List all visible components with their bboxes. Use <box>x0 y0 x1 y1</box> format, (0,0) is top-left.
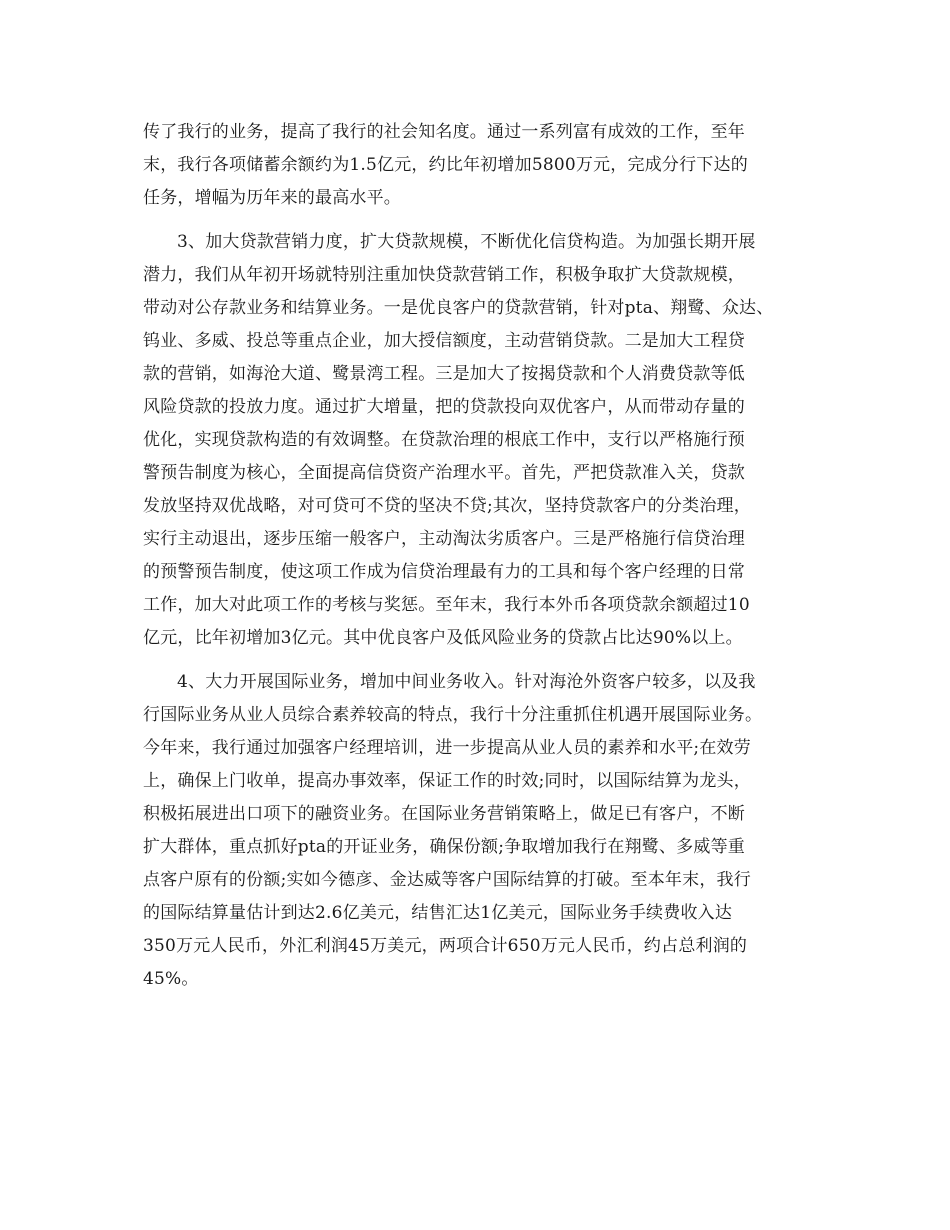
text-line: 点客户原有的份额;实如今德彦、金达威等客户国际结算的打破。至本年末，我行 <box>143 870 751 890</box>
text-line: 实行主动退出，逐步压缩一般客户，主动淘汰劣质客户。三是严格施行信贷治理 <box>143 529 745 549</box>
text-line: 风险贷款的投放力度。通过扩大增量，把的贷款投向双优客户，从而带动存量的 <box>143 397 745 417</box>
text-line: 亿元，比年初增加3亿元。其中优良客户及低风险业务的贷款占比达90%以上。 <box>143 628 743 648</box>
text-line: 款的营销，如海沧大道、鹭景湾工程。三是加大了按揭贷款和个人消费贷款等低 <box>143 364 745 384</box>
text-line: 末，我行各项储蓄余额约为1.5亿元，约比年初增加5800万元，完成分行下达的 <box>143 155 748 175</box>
paragraph-start-3: 3、加大贷款营销力度，扩大贷款规模，不断优化信贷构造。为加强长期开展 <box>177 232 756 252</box>
text-line: 潜力，我们从年初开场就特别注重加快贷款营销工作，积极争取扩大贷款规模， <box>143 265 745 285</box>
text-line: 350万元人民币，外汇利润45万美元，两项合计650万元人民币，约占总利润的 <box>143 936 748 956</box>
text-line: 钨业、多威、投总等重点企业，加大授信额度，主动营销贷款。二是加大工程贷 <box>143 331 745 351</box>
text-line: 积极拓展进出口项下的融资业务。在国际业务营销策略上，做足已有客户，不断 <box>143 804 745 824</box>
text-line: 警预告制度为核心，全面提高信贷资产治理水平。首先，严把贷款准入关，贷款 <box>143 463 745 483</box>
text-line: 的预警预告制度，使这项工作成为信贷治理最有力的工具和每个客户经理的日常 <box>143 562 745 582</box>
text-line: 优化，实现贷款构造的有效调整。在贷款治理的根底工作中，支行以严格施行预 <box>143 430 745 450</box>
text-line: 任务，增幅为历年来的最高水平。 <box>143 188 401 208</box>
text-line: 行国际业务从业人员综合素养较高的特点，我行十分注重抓住机遇开展国际业务。 <box>143 705 763 725</box>
text-line: 传了我行的业务，提高了我行的社会知名度。通过一系列富有成效的工作，至年 <box>143 122 745 142</box>
text-line: 45%。 <box>143 969 199 989</box>
text-line: 发放坚持双优战略，对可贷可不贷的坚决不贷;其次，坚持贷款客户的分类治理， <box>143 496 751 516</box>
text-line: 今年来，我行通过加强客户经理培训，进一步提高从业人员的素养和水平;在效劳 <box>143 738 751 758</box>
text-line: 工作，加大对此项工作的考核与奖惩。至年末，我行本外币各项贷款余额超过10 <box>143 595 750 615</box>
text-line: 上，确保上门收单，提高办事效率，保证工作的时效;同时，以国际结算为龙头， <box>143 771 751 791</box>
text-line: 扩大群体，重点抓好pta的开证业务，确保份额;争取增加我行在翔鹭、多威等重 <box>143 837 745 857</box>
paragraph-start-4: 4、大力开展国际业务，增加中间业务收入。针对海沧外资客户较多，以及我 <box>177 672 756 692</box>
text-line: 带动对公存款业务和结算业务。一是优良客户的贷款营销，针对pta、翔鹭、众达、 <box>143 298 774 318</box>
text-line: 的国际结算量估计到达2.6亿美元，结售汇达1亿美元，国际业务手续费收入达 <box>143 903 733 923</box>
